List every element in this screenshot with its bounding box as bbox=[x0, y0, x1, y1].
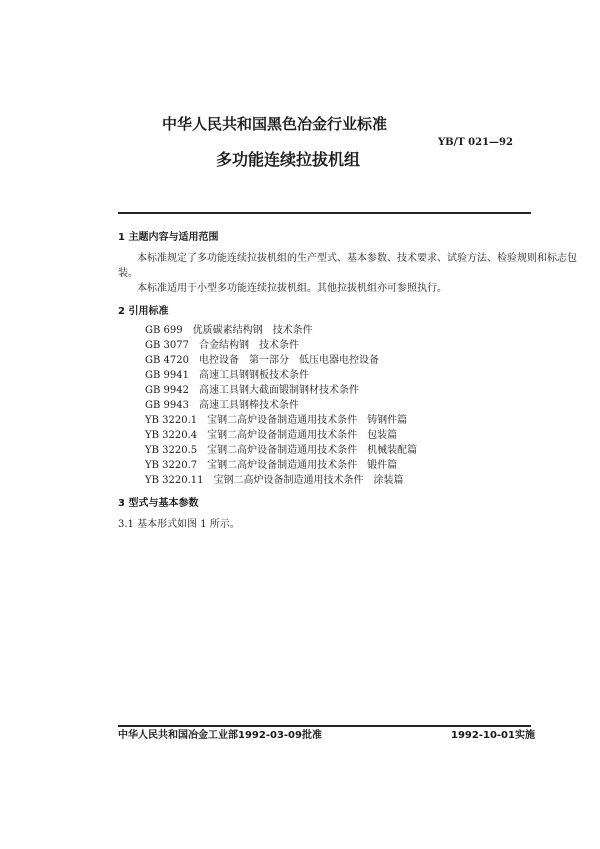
reference-code: YB 3220.11 bbox=[145, 475, 204, 486]
reference-title: 宝钢二高炉设备制造通用技术条件 机械装配篇 bbox=[207, 445, 418, 456]
reference-item bbox=[145, 416, 407, 426]
approval-date: 中华人民共和国冶金工业部1992-03-09批准 bbox=[118, 730, 322, 741]
subsection-3-1: 3.1 基本形式如图 1 所示。 bbox=[118, 519, 240, 530]
reference-item bbox=[145, 476, 403, 486]
reference-code: YB 3220.5 bbox=[145, 445, 198, 456]
section-3-heading: 3 型式与基本参数 bbox=[118, 498, 199, 509]
reference-item bbox=[145, 401, 299, 411]
reference-item bbox=[145, 386, 359, 396]
reference-code: GB 699 bbox=[145, 325, 183, 336]
reference-code: GB 9943 bbox=[145, 400, 189, 411]
reference-code: YB 3220.1 bbox=[145, 415, 198, 426]
paragraph: 本标准适用于小型多功能连续拉拔机组。其他拉拔机组亦可参照执行。 bbox=[137, 283, 447, 294]
reference-code: YB 3220.7 bbox=[145, 460, 198, 471]
reference-item bbox=[145, 341, 299, 351]
reference-title: 宝钢二高炉设备制造通用技术条件 锻件篇 bbox=[207, 460, 398, 471]
reference-code: GB 9942 bbox=[145, 385, 189, 396]
reference-item bbox=[145, 461, 397, 471]
paragraph: 本标准规定了多功能连续拉拔机组的生产型式、基本参数、技术要求、试验方法、检验规则和标志包 bbox=[137, 253, 577, 264]
standard-code: YB/T 021—92 bbox=[438, 137, 513, 148]
reference-title: 高速工具钢钢板技术条件 bbox=[198, 370, 309, 381]
reference-item bbox=[145, 431, 397, 441]
issuing-body: 中华人民共和国黑色冶金行业标准 bbox=[162, 115, 388, 133]
document-title: 多功能连续拉拔机组 bbox=[216, 150, 361, 169]
reference-item bbox=[145, 446, 417, 456]
reference-title: 高速工具钢大截面锻制钢材技术条件 bbox=[198, 385, 359, 396]
reference-title: 电控设备 第一部分 低压电器电控设备 bbox=[198, 355, 379, 366]
section-2-heading: 2 引用标准 bbox=[118, 306, 169, 317]
reference-title: 宝钢二高炉设备制造通用技术条件 包装篇 bbox=[207, 430, 398, 441]
reference-code: YB 3220.4 bbox=[145, 430, 198, 441]
header-rule bbox=[118, 212, 531, 214]
reference-item bbox=[145, 371, 309, 381]
reference-title: 宝钢二高炉设备制造通用技术条件 涂装篇 bbox=[213, 475, 404, 486]
section-1-heading: 1 主题内容与适用范围 bbox=[118, 232, 219, 243]
effective-date: 1992-10-01实施 bbox=[451, 730, 535, 741]
paragraph: 装。 bbox=[118, 268, 138, 279]
reference-code: GB 4720 bbox=[145, 355, 189, 366]
footer-rule bbox=[118, 725, 531, 727]
reference-title: 合金结构钢 技术条件 bbox=[198, 340, 299, 351]
reference-title: 高速工具钢棒技术条件 bbox=[198, 400, 299, 411]
reference-code: GB 3077 bbox=[145, 340, 189, 351]
reference-item bbox=[145, 356, 379, 366]
reference-title: 优质碳素结构钢 技术条件 bbox=[192, 325, 313, 336]
reference-item bbox=[145, 326, 313, 336]
reference-title: 宝钢二高炉设备制造通用技术条件 铸钢件篇 bbox=[207, 415, 408, 426]
reference-code: GB 9941 bbox=[145, 370, 189, 381]
